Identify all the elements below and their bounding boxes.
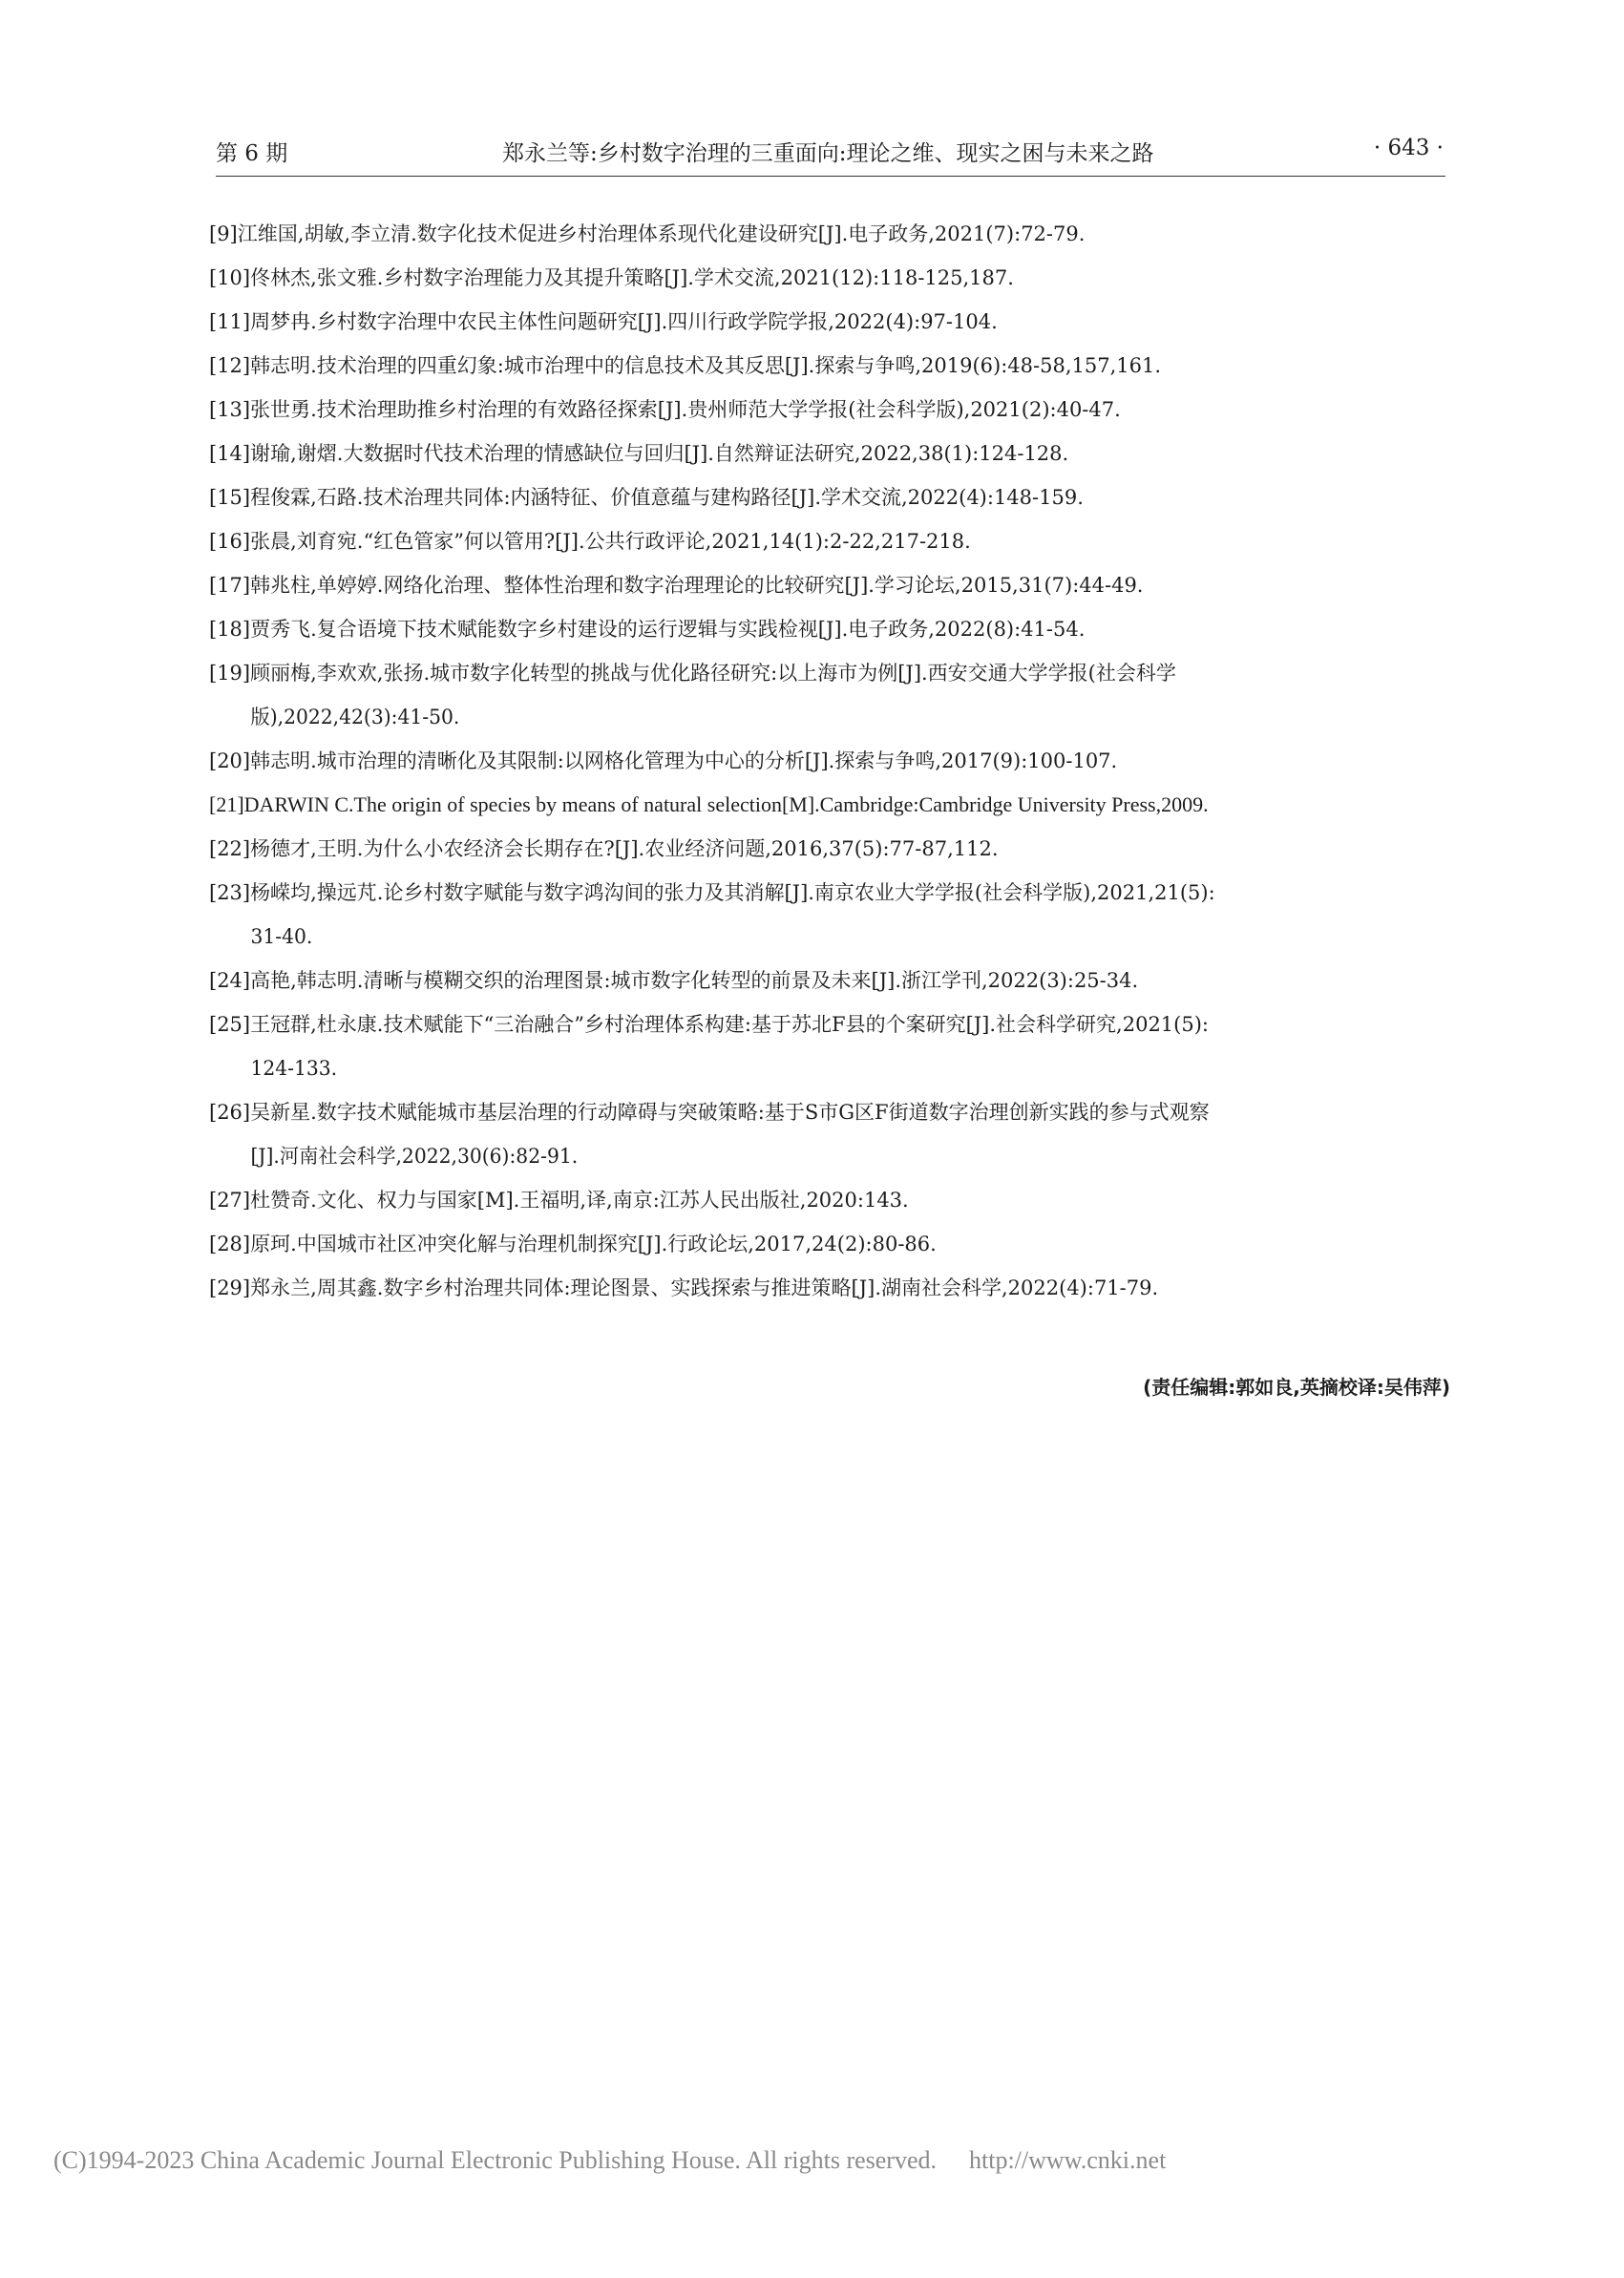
reference-text: [11]周梦冉.乡村数字治理中农民主体性问题研究[J].四川行政学院学报,2022(4):97-104. [209,310,998,333]
reference-item [209,1090,1450,1178]
reference-text: [9]江维国,胡敏,李立清.数字化技术促进乡村治理体系现代化建设研究[J].电子政务,2021(7):72-79. [209,222,1086,245]
reference-list [209,212,1450,1310]
reference-text: [18]贾秀飞.复合语境下技术赋能数字乡村建设的运行逻辑与实践检视[J].电子政务,2022(8):41-54. [209,618,1086,641]
reference-item [209,300,1450,344]
reference-text: [17]韩兆柱,单婷婷.网络化治理、整体性治理和数字治理理论的比较研究[J].学习论坛,2015,31(7):44-49. [209,574,1144,597]
reference-text: [14]谢瑜,谢熠.大数据时代技术治理的情感缺位与回归[J].自然辩证法研究,2022,38(1):124-128. [209,442,1069,465]
reference-text: [13]张世勇.技术治理助推乡村治理的有效路径探索[J].贵州师范大学学报(社会科学版),2021(2):40-47. [209,398,1121,421]
reference-item [209,959,1450,1002]
reference-text: [29]郑永兰,周其鑫.数字乡村治理共同体:理论图景、实践探索与推进策略[J].湖南社会科学,2022(4):71-79. [209,1276,1159,1299]
reference-text: [28]原珂.中国城市社区冲突化解与治理机制探究[J].行政论坛,2017,24(2):80-86. [209,1233,937,1255]
reference-text: [19]顾丽梅,李欢欢,张扬.城市数字化转型的挑战与优化路径研究:以上海市为例[J].西安交通大学学报(社会科学 [209,662,1176,685]
reference-item [209,607,1450,651]
reference-continuation: 版),2022,42(3):41-50. [250,706,460,728]
reference-item [209,1266,1450,1310]
copyright-footer [53,2146,1166,2175]
running-title: 郑永兰等:乡村数字治理的三重面向:理论之维、现实之困与未来之路 [502,141,1154,166]
reference-item [209,432,1450,475]
reference-item [209,475,1450,519]
reference-item [209,1222,1450,1266]
reference-item [209,388,1450,432]
page-number: · 643 · [1373,136,1444,160]
reference-item [209,783,1450,827]
copyright-text: (C)1994-2023 China Academic Journal Electronic Publishing House. All rights reserved. [53,2146,937,2174]
reference-continuation: 124-133. [250,1057,338,1080]
reference-item [209,827,1450,871]
reference-item [209,256,1450,300]
reference-text: [12]韩志明.技术治理的四重幻象:城市治理中的信息技术及其反思[J].探索与争鸣,2019(6):48-58,157,161. [209,354,1162,377]
reference-text: [22]杨德才,王明.为什么小农经济会长期存在?[J].农业经济问题,2016,37(5):77-87,112. [209,837,999,860]
reference-item [209,519,1450,563]
reference-text: [24]高艳,韩志明.清晰与模糊交织的治理图景:城市数字化转型的前景及未来[J].浙江学刊,2022(3):25-34. [209,969,1139,992]
reference-item [209,1178,1450,1222]
reference-item [209,651,1450,739]
issue-number: 第 6 期 [216,141,288,166]
reference-text: [20]韩志明.城市治理的清晰化及其限制:以网格化管理为中心的分析[J].探索与争鸣,2017(9):100-107. [209,749,1118,772]
reference-item [209,563,1450,607]
cnki-url[interactable]: http://www.cnki.net [969,2146,1167,2174]
running-header [216,132,1445,177]
reference-text: [21]DARWIN C.The origin of species by means of natural selection[M].Cambridge:Cambridge University Press,2009. [209,792,1209,816]
reference-item [209,1002,1450,1090]
reference-item [209,739,1450,783]
reference-text: [27]杜赞奇.文化、权力与国家[M].王福明,译,南京:江苏人民出版社,2020:143. [209,1189,909,1212]
reference-text: [26]吴新星.数字技术赋能城市基层治理的行动障碍与突破策略:基于S市G区F街道数字治理创新实践的参与式观察 [209,1101,1210,1124]
reference-continuation: [J].河南社会科学,2022,30(6):82-91. [250,1145,579,1168]
reference-item [209,871,1450,959]
reference-text: [15]程俊霖,石路.技术治理共同体:内涵特征、价值意蕴与建构路径[J].学术交流,2022(4):148-159. [209,486,1084,509]
editor-note: (责任编辑:郭如良,英摘校译:吴伟萍) [1143,1376,1450,1399]
reference-item [209,212,1450,256]
reference-text: [25]王冠群,杜永康.技术赋能下“三治融合”乡村治理体系构建:基于苏北F县的个案研究[J].社会科学研究,2021(5): [209,1013,1209,1036]
reference-continuation: 31-40. [250,925,313,948]
reference-text: [23]杨嵘均,操远芃.论乡村数字赋能与数字鸿沟间的张力及其消解[J].南京农业大学学报(社会科学版),2021,21(5): [209,881,1215,904]
reference-item [209,344,1450,388]
reference-text: [16]张晨,刘育宛.“红色管家”何以管用?[J].公共行政评论,2021,14(1):2-22,217-218. [209,530,971,553]
reference-text: [10]佟林杰,张文雅.乡村数字治理能力及其提升策略[J].学术交流,2021(12):118-125,187. [209,266,1014,289]
